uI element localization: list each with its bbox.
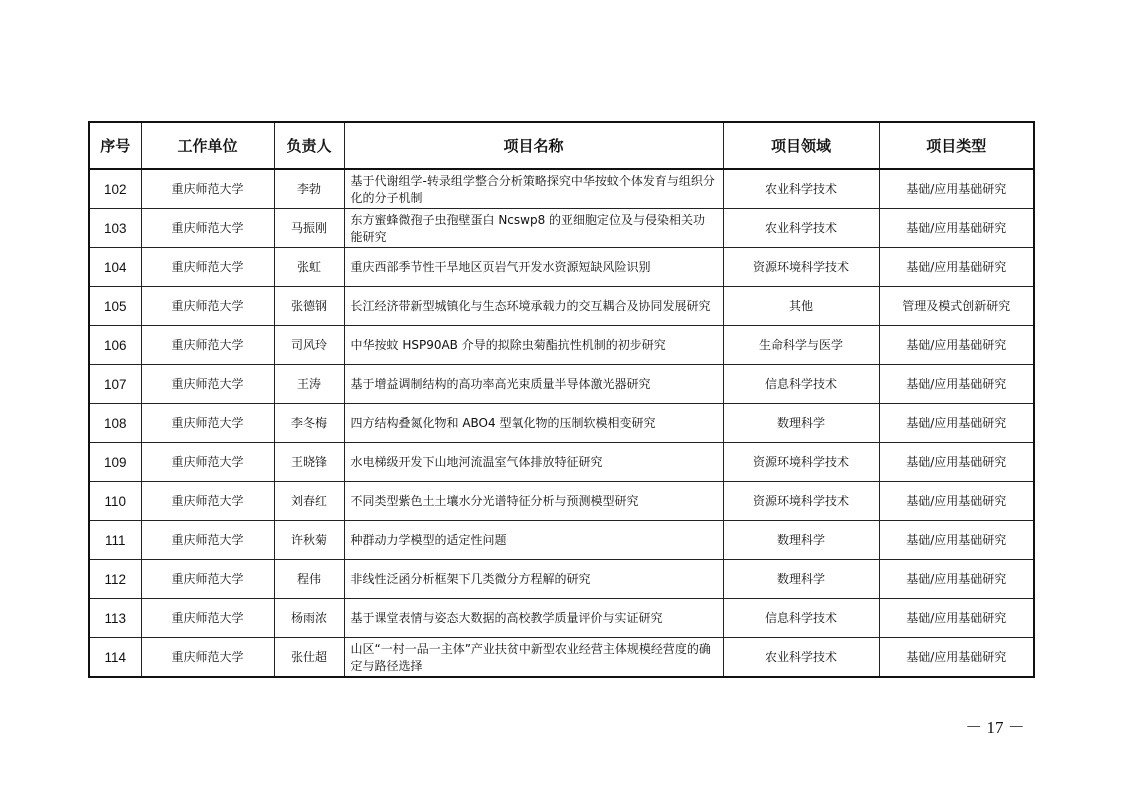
cell-project-field: 农业科学技术 xyxy=(723,209,879,248)
cell-project-field: 信息科学技术 xyxy=(723,599,879,638)
cell-project-type: 基础/应用基础研究 xyxy=(879,638,1034,678)
cell-principal: 刘春红 xyxy=(274,482,344,521)
table-row xyxy=(89,599,1034,638)
cell-principal: 张虹 xyxy=(274,248,344,287)
cell-serial-number: 107 xyxy=(89,365,141,404)
cell-project-type: 基础/应用基础研究 xyxy=(879,248,1034,287)
cell-serial-number: 112 xyxy=(89,560,141,599)
cell-work-unit: 重庆师范大学 xyxy=(141,482,274,521)
cell-project-name: 基于代谢组学-转录组学整合分析策略探究中华按蚊个体发育与组织分化的分子机制 xyxy=(344,169,723,209)
cell-project-type: 管理及模式创新研究 xyxy=(879,287,1034,326)
cell-project-type: 基础/应用基础研究 xyxy=(879,365,1034,404)
cell-project-name: 重庆西部季节性干旱地区页岩气开发水资源短缺风险识别 xyxy=(344,248,723,287)
table-row xyxy=(89,169,1034,209)
cell-principal: 张仕超 xyxy=(274,638,344,678)
cell-project-type: 基础/应用基础研究 xyxy=(879,404,1034,443)
cell-project-name: 长江经济带新型城镇化与生态环境承载力的交互耦合及协同发展研究 xyxy=(344,287,723,326)
cell-work-unit: 重庆师范大学 xyxy=(141,287,274,326)
cell-serial-number: 109 xyxy=(89,443,141,482)
cell-project-type: 基础/应用基础研究 xyxy=(879,326,1034,365)
table-row xyxy=(89,365,1034,404)
cell-work-unit: 重庆师范大学 xyxy=(141,521,274,560)
cell-work-unit: 重庆师范大学 xyxy=(141,638,274,678)
cell-project-field: 生命科学与医学 xyxy=(723,326,879,365)
cell-project-field: 农业科学技术 xyxy=(723,638,879,678)
cell-serial-number: 114 xyxy=(89,638,141,678)
cell-work-unit: 重庆师范大学 xyxy=(141,169,274,209)
cell-project-name: 基于课堂表情与姿态大数据的高校教学质量评价与实证研究 xyxy=(344,599,723,638)
table-row xyxy=(89,248,1034,287)
cell-work-unit: 重庆师范大学 xyxy=(141,326,274,365)
cell-project-name: 水电梯级开发下山地河流温室气体排放特征研究 xyxy=(344,443,723,482)
cell-principal: 王涛 xyxy=(274,365,344,404)
cell-serial-number: 113 xyxy=(89,599,141,638)
cell-project-name: 中华按蚊 HSP90AB 介导的拟除虫菊酯抗性机制的初步研究 xyxy=(344,326,723,365)
cell-project-type: 基础/应用基础研究 xyxy=(879,169,1034,209)
cell-project-field: 资源环境科学技术 xyxy=(723,482,879,521)
cell-principal: 张德钢 xyxy=(274,287,344,326)
cell-project-name: 四方结构叠氮化物和 ABO4 型氧化物的压制软模相变研究 xyxy=(344,404,723,443)
cell-project-type: 基础/应用基础研究 xyxy=(879,560,1034,599)
cell-project-name: 山区“一村一品一主体”产业扶贫中新型农业经营主体规模经营度的确定与路径选择 xyxy=(344,638,723,678)
cell-work-unit: 重庆师范大学 xyxy=(141,365,274,404)
header-project-name: 项目名称 xyxy=(344,122,723,169)
cell-project-field: 数理科学 xyxy=(723,560,879,599)
cell-serial-number: 106 xyxy=(89,326,141,365)
cell-principal: 李冬梅 xyxy=(274,404,344,443)
cell-project-name: 基于增益调制结构的高功率高光束质量半导体激光器研究 xyxy=(344,365,723,404)
cell-work-unit: 重庆师范大学 xyxy=(141,209,274,248)
cell-project-type: 基础/应用基础研究 xyxy=(879,482,1034,521)
cell-work-unit: 重庆师范大学 xyxy=(141,599,274,638)
cell-principal: 司风玲 xyxy=(274,326,344,365)
cell-project-type: 基础/应用基础研究 xyxy=(879,443,1034,482)
cell-project-field: 数理科学 xyxy=(723,521,879,560)
cell-work-unit: 重庆师范大学 xyxy=(141,248,274,287)
cell-project-name: 不同类型紫色土土壤水分光谱特征分析与预测模型研究 xyxy=(344,482,723,521)
header-serial-number: 序号 xyxy=(89,122,141,169)
cell-project-name: 种群动力学模型的适定性问题 xyxy=(344,521,723,560)
table-header xyxy=(89,122,1034,169)
cell-project-field: 资源环境科学技术 xyxy=(723,443,879,482)
header-project-field: 项目领域 xyxy=(723,122,879,169)
table-row xyxy=(89,443,1034,482)
cell-project-field: 资源环境科学技术 xyxy=(723,248,879,287)
header-work-unit: 工作单位 xyxy=(141,122,274,169)
cell-principal: 许秋菊 xyxy=(274,521,344,560)
table-body xyxy=(89,169,1034,677)
cell-project-field: 数理科学 xyxy=(723,404,879,443)
cell-principal: 程伟 xyxy=(274,560,344,599)
cell-work-unit: 重庆师范大学 xyxy=(141,560,274,599)
cell-principal: 王晓锋 xyxy=(274,443,344,482)
header-principal: 负责人 xyxy=(274,122,344,169)
table-row xyxy=(89,638,1034,678)
cell-project-type: 基础/应用基础研究 xyxy=(879,599,1034,638)
cell-serial-number: 104 xyxy=(89,248,141,287)
cell-work-unit: 重庆师范大学 xyxy=(141,443,274,482)
cell-project-name: 东方蜜蜂微孢子虫孢壁蛋白 Ncswp8 的亚细胞定位及与侵染相关功能研究 xyxy=(344,209,723,248)
cell-project-field: 其他 xyxy=(723,287,879,326)
table-row xyxy=(89,482,1034,521)
project-table xyxy=(88,121,1035,678)
table-row xyxy=(89,404,1034,443)
cell-project-field: 信息科学技术 xyxy=(723,365,879,404)
cell-work-unit: 重庆师范大学 xyxy=(141,404,274,443)
cell-principal: 李勃 xyxy=(274,169,344,209)
cell-serial-number: 102 xyxy=(89,169,141,209)
table-row xyxy=(89,209,1034,248)
table-row xyxy=(89,521,1034,560)
cell-project-name: 非线性泛函分析框架下几类微分方程解的研究 xyxy=(344,560,723,599)
table-row xyxy=(89,560,1034,599)
table-row xyxy=(89,326,1034,365)
cell-serial-number: 110 xyxy=(89,482,141,521)
header-project-type: 项目类型 xyxy=(879,122,1034,169)
table-row xyxy=(89,287,1034,326)
cell-serial-number: 103 xyxy=(89,209,141,248)
cell-serial-number: 108 xyxy=(89,404,141,443)
cell-principal: 杨雨浓 xyxy=(274,599,344,638)
header-row xyxy=(89,122,1034,169)
page-number: － 17 － xyxy=(965,718,1025,737)
cell-project-type: 基础/应用基础研究 xyxy=(879,209,1034,248)
cell-principal: 马振刚 xyxy=(274,209,344,248)
cell-serial-number: 105 xyxy=(89,287,141,326)
cell-serial-number: 111 xyxy=(89,521,141,560)
cell-project-field: 农业科学技术 xyxy=(723,169,879,209)
cell-project-type: 基础/应用基础研究 xyxy=(879,521,1034,560)
